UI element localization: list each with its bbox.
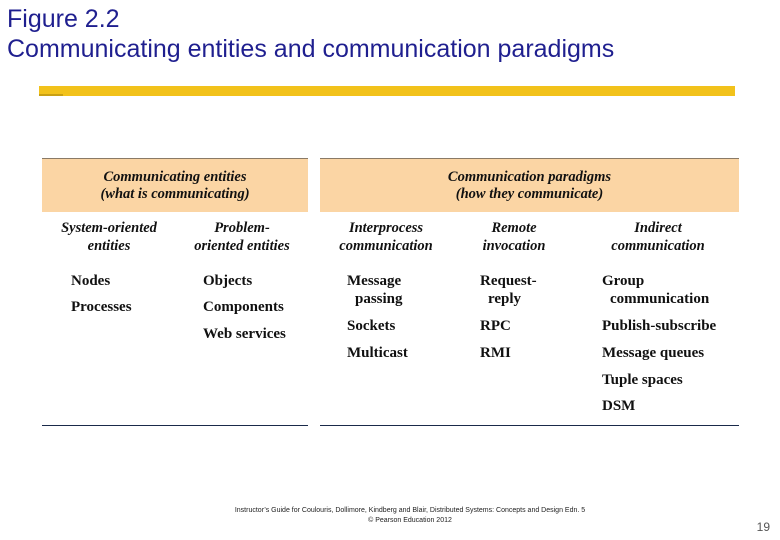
list-item-dsm	[602, 397, 635, 415]
list-item-multicast	[347, 344, 408, 362]
column-heading-line: Interprocess	[348, 220, 424, 236]
list-item-text: Request-	[480, 273, 537, 289]
list-item-web-services	[203, 325, 286, 343]
list-item-text: DSM	[602, 398, 636, 414]
list-item-request-reply	[480, 272, 537, 308]
column-heading-line: invocation	[482, 238, 546, 254]
list-item-components	[203, 298, 284, 316]
list-item-text: Nodes	[71, 273, 111, 289]
entities-header	[42, 158, 308, 212]
list-item-text: Web services	[203, 326, 286, 342]
column-heading-line: oriented entities	[194, 238, 290, 254]
accent-bar-shadow	[39, 94, 63, 96]
column-heading-line: communication	[339, 238, 433, 254]
list-item-text: Processes	[71, 299, 132, 315]
list-item-objects	[203, 272, 252, 290]
list-item-tuple-spaces	[602, 371, 683, 389]
list-item-text: Sockets	[347, 318, 396, 334]
slide-title	[7, 4, 614, 64]
title-accent-bar	[39, 86, 735, 96]
column-heading-interprocess	[330, 219, 442, 255]
list-item-processes	[71, 298, 132, 316]
column-heading-line: Problem-	[214, 220, 270, 236]
list-item-rmi	[480, 344, 511, 362]
list-item-text: passing	[355, 291, 403, 307]
list-item-text: RPC	[480, 318, 511, 334]
entities-header-line1: Communicating entities	[103, 168, 247, 185]
list-item-text: Message queues	[602, 345, 705, 361]
list-item-text: Components	[203, 299, 284, 315]
list-item-text: reply	[488, 291, 522, 307]
footer-citation: Instructor’s Guide for Coulouris, Dollimore, Kindberg and Blair, Distributed Systems: Concepts and Design Edn. 5	[234, 507, 586, 514]
list-item-text: Tuple spaces	[602, 372, 683, 388]
paradigms-header-line2: (how they communicate)	[455, 185, 604, 202]
column-heading-line: Remote	[491, 220, 537, 236]
list-item-text: Objects	[203, 273, 253, 289]
list-item-message-passing	[347, 272, 403, 308]
slide-footer	[210, 506, 610, 526]
list-item-rpc	[480, 317, 511, 335]
column-heading-remote-invocation	[466, 219, 562, 255]
table-bottom-rule-right	[320, 425, 739, 426]
entities-header-line2: (what is communicating)	[100, 185, 250, 202]
column-heading-line: communication	[611, 238, 705, 254]
footer-copyright: © Pearson Education 2012	[368, 517, 452, 524]
list-item-publish-subscribe	[602, 317, 716, 335]
list-item-text: RMI	[480, 345, 511, 361]
page-number: 19	[756, 520, 770, 534]
figure-caption: Communicating entities and communication paradigms	[7, 35, 615, 63]
column-heading-line: System-oriented	[61, 220, 157, 236]
list-item-message-queues	[602, 344, 704, 362]
list-item-text: Message	[347, 273, 402, 289]
column-heading-problem-oriented	[184, 219, 300, 255]
table-bottom-rule-left	[42, 425, 308, 426]
column-heading-system-oriented	[50, 219, 168, 255]
list-item-group-communication	[602, 272, 709, 308]
list-item-sockets	[347, 317, 395, 335]
column-heading-line: Indirect	[634, 220, 682, 236]
column-heading-line: entities	[87, 238, 131, 254]
paradigms-header	[320, 158, 739, 212]
list-item-text: Group	[602, 273, 645, 289]
list-item-text: Publish-subscribe	[602, 318, 717, 334]
figure-number: Figure 2.2	[7, 5, 120, 33]
paradigms-header-line1: Communication paradigms	[447, 168, 612, 185]
list-item-nodes	[71, 272, 110, 290]
column-heading-indirect	[598, 219, 718, 255]
list-item-text: communication	[610, 291, 710, 307]
list-item-text: Multicast	[347, 345, 408, 361]
